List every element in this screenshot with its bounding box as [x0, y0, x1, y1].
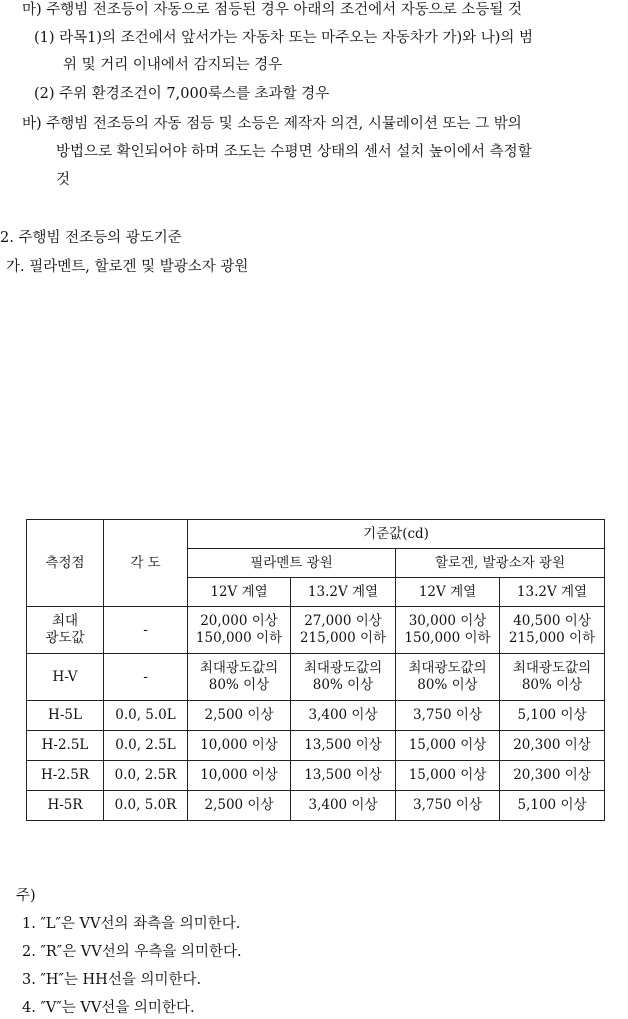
cell-line: 최대광도값의: [303, 660, 383, 676]
cell-measure-point: [27, 761, 104, 791]
cell-line: 215,000 이하: [508, 630, 596, 646]
cell-line: 215,000 이하: [299, 630, 387, 646]
cell-line: 40,500 이상: [513, 613, 591, 629]
cell-value: [396, 761, 500, 791]
table-row: [27, 791, 605, 821]
header-halogen-13v: 13.2V 계열: [500, 578, 605, 607]
cell-line: 10,000 이상: [200, 767, 278, 783]
cell-angle: 0.0, 5.0R: [104, 791, 188, 821]
cell-value: [500, 654, 605, 701]
cell-value: [291, 791, 396, 821]
notes-title: 주): [16, 888, 36, 904]
cell-value: [188, 761, 291, 791]
header-filament: 필라멘트 광원: [188, 549, 396, 578]
cell-value: [291, 654, 396, 701]
cell-measure-point: [27, 701, 104, 731]
cell-value: [396, 791, 500, 821]
cell-value: [396, 731, 500, 761]
cell-line: 13,500 이상: [304, 767, 382, 783]
cell-value: [291, 731, 396, 761]
cell-value: [500, 607, 605, 654]
clause-ma: 마) 주행빔 전조등이 자동으로 점등된 경우 아래의 조건에서 자동으로 소등될 것: [22, 2, 522, 18]
cell-value: [291, 701, 396, 731]
cell-line: 15,000 이상: [408, 737, 487, 753]
cell-line: 3,750 이상: [412, 797, 483, 813]
cell-line: 5,100 이상: [517, 797, 587, 813]
cell-line: 20,300 이상: [513, 767, 591, 783]
cell-value: [396, 701, 500, 731]
cell-line: 2,500 이상: [204, 707, 274, 723]
cell-line: 80% 이상: [521, 677, 583, 693]
cell-line: 20,000 이상: [200, 613, 278, 629]
table-row: [27, 701, 605, 731]
cell-line: 13,500 이상: [304, 737, 382, 753]
cell-value: [291, 761, 396, 791]
cell-line: 최대광도값의: [512, 660, 592, 676]
cell-value: [188, 654, 291, 701]
cell-line: 최대광도값의: [199, 660, 279, 676]
table-row: [27, 607, 605, 654]
header-standard: 기준값(cd): [188, 520, 605, 549]
cell-line: 10,000 이상: [200, 737, 278, 753]
clause-ma-1-cont: 위 및 거리 이내에서 감지되는 경우: [63, 57, 283, 73]
cell-measure-point: [27, 654, 104, 701]
clause-ba: 바) 주행빔 전조등의 자동 점등 및 소등은 제작자 의견, 시뮬레이션 또는 그 밖의: [22, 116, 522, 132]
cell-line: 3,750 이상: [412, 707, 483, 723]
cell-value: [188, 791, 291, 821]
cell-line: H-V: [52, 668, 78, 685]
cell-value: [396, 654, 500, 701]
cell-value: [188, 701, 291, 731]
clause-ma-2: (2) 주위 환경조건이 7,000룩스를 초과할 경우: [34, 86, 330, 102]
cell-angle: 0.0, 2.5R: [104, 761, 188, 791]
cell-line: 80% 이상: [208, 677, 270, 693]
luminous-intensity-table: [26, 519, 605, 821]
table-row: [27, 761, 605, 791]
note-item: 3. ″H″는 HH선을 의미한다.: [22, 972, 202, 988]
header-filament-13v: 13.2V 계열: [291, 578, 396, 607]
cell-line: 3,400 이상: [308, 707, 378, 723]
cell-line: 최대: [51, 613, 79, 629]
cell-angle: 0.0, 5.0L: [104, 701, 188, 731]
table-row: [27, 654, 605, 701]
cell-value: [500, 701, 605, 731]
cell-line: H-2.5L: [41, 737, 89, 753]
cell-measure-point: [27, 791, 104, 821]
section-subheading: 가. 필라멘트, 할로겐 및 발광소자 광원: [6, 259, 249, 275]
clause-ba-cont-2: 것: [56, 172, 71, 188]
cell-measure-point: [27, 607, 104, 654]
cell-line: 2,500 이상: [204, 797, 274, 813]
note-item: 2. ″R″은 VV선의 우측을 의미한다.: [22, 944, 242, 960]
header-halogen-led: 할로겐, 발광소자 광원: [396, 549, 605, 578]
cell-value: [500, 791, 605, 821]
cell-line: 15,000 이상: [408, 767, 487, 783]
cell-angle: 0.0, 2.5L: [104, 731, 188, 761]
cell-line: H-5R: [47, 797, 83, 813]
section-heading: 2. 주행빔 전조등의 광도기준: [0, 230, 182, 246]
table-row: [27, 731, 605, 761]
cell-measure-point: [27, 731, 104, 761]
note-item: 4. ″V″는 VV선을 의미한다.: [22, 1000, 195, 1016]
cell-line: 20,300 이상: [513, 737, 591, 753]
header-measure-point: 측정점: [27, 520, 104, 607]
cell-value: [396, 607, 500, 654]
cell-line: 150,000 이하: [404, 630, 491, 646]
cell-value: [291, 607, 396, 654]
cell-line: 5,100 이상: [517, 707, 587, 723]
clause-ba-cont-1: 방법으로 확인되어야 하며 조도는 수평면 상태의 센서 설치 높이에서 측정할: [56, 144, 532, 160]
cell-line: H-5L: [48, 707, 82, 723]
cell-line: 3,400 이상: [308, 797, 378, 813]
header-angle: 각 도: [104, 520, 188, 607]
cell-line: H-2.5R: [41, 767, 89, 783]
cell-line: 150,000 이하: [195, 630, 283, 646]
cell-angle: -: [104, 607, 188, 654]
cell-line: 최대광도값의: [408, 660, 487, 676]
cell-value: [500, 731, 605, 761]
clause-ma-1: (1) 라목1)의 조건에서 앞서가는 자동차 또는 마주오는 자동차가 가)와 나)의 범: [34, 30, 534, 46]
cell-value: [188, 731, 291, 761]
cell-line: 80% 이상: [417, 677, 478, 693]
cell-line: 30,000 이상: [408, 613, 487, 629]
cell-value: [500, 761, 605, 791]
cell-angle: -: [104, 654, 188, 701]
cell-value: [188, 607, 291, 654]
header-halogen-12v: 12V 계열: [396, 578, 500, 607]
header-filament-12v: 12V 계열: [188, 578, 291, 607]
cell-line: 80% 이상: [312, 677, 374, 693]
cell-line: 광도값: [45, 630, 85, 646]
cell-line: 27,000 이상: [304, 613, 382, 629]
note-item: 1. ″L″은 VV선의 좌측을 의미한다.: [22, 916, 241, 932]
